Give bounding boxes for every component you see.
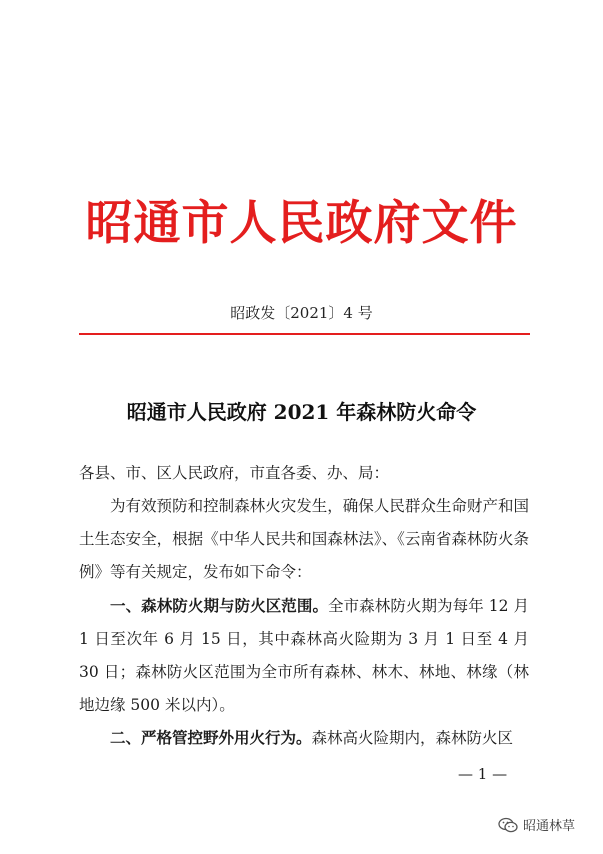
document-number: 昭政发〔2021〕4 号 (230, 304, 373, 322)
document-header-title: 昭通市人民政府文件 (85, 196, 518, 251)
section-1-paragraph (79, 589, 529, 722)
account-watermark (498, 815, 575, 834)
addressee-line: 各县、市、区人民政府，市直各委、办、局： (79, 464, 390, 482)
order-title: 昭通市人民政府 2021 年森林防火命令 (126, 400, 477, 424)
section-2-paragraph (79, 721, 529, 754)
wechat-icon (498, 817, 518, 833)
section-1-text: 全市森林防火期为每年 12 月 1 日至次年 6 月 15 日，其中森林高火险期为 3 月 1 日至 4 月 30 日；森林防火区范围为全市所有森林、林木、林地、林缘（林地边缘 500 米以内）。 (79, 597, 529, 714)
section-1-heading: 一、森林防火期与防火区范围。 (110, 596, 329, 615)
watermark-text: 昭通林草 (523, 819, 576, 834)
preamble-paragraph: 为有效预防和控制森林火灾发生，确保人民群众生命财产和国土生态安全，根据《中华人民共和国森林法》、《云南省森林防火条例》等有关规定，发布如下命令： (79, 497, 529, 581)
section-2-heading: 二、严格管控野外用火行为。 (110, 728, 312, 747)
section-2-text: 森林高火险期内，森林防火区 (311, 729, 514, 747)
page-number: — 1 — (458, 765, 508, 783)
header-divider (79, 333, 530, 335)
